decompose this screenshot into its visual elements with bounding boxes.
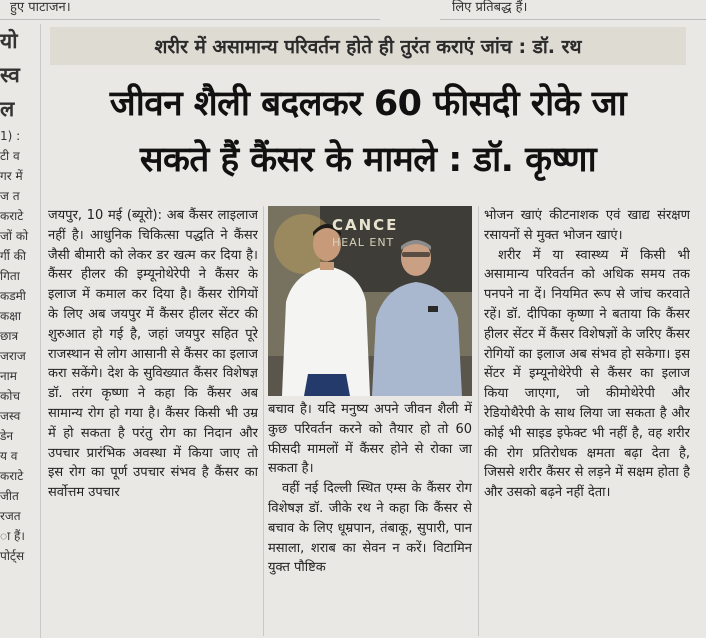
headline-line-1: जीवन शैली बदलकर 60 फीसदी रोके जा (109, 84, 627, 124)
strip-text-line: नाम (0, 369, 17, 383)
strip-text-line: जीत (0, 489, 19, 503)
paragraph: जयपुर, 10 मई (ब्यूरो): अब कैंसर लाइलाज नहीं है। आधुनिक चिकित्सा पद्धति ने कैंसर जैसी बीमारी को लेकर डर खत्म कर दिया है। कैंसर हीलर की इम्यूनोथेरेपी ने कैंसर के इलाज में कमाल कर दिया है। कैंसर रोगियों के लिए अब जयपुर में कैंसर हीलर सेंटर की शुरुआत हो गई है, जहां जयपुर सहित पूरे राजस्थान से लोग आसानी से कैंसर का इलाज करा सकेंगे। देश के सुविख्यात कैंसर विशेषज्ञ डॉ. तरंग कृष्णा ने कहा कि कैंसर अब सामान्य रोग हो गया है। कैंसर किसी भी उम्र में हो सकता है परंतु रोग का निदान और उपचार प्रारंभिक अवस्था में किया जाए तो इस रोग का पूर्ण उपचार संभव है कैंसर का सर्वोत्तम उपचार (48, 208, 258, 501)
strip-heading-line: यो (0, 29, 18, 53)
headline-line-2: सकते हैं कैंसर के मामले : डॉ. कृष्णा (139, 140, 597, 180)
strip-text-line: जस्व (0, 409, 21, 423)
column-divider (478, 206, 479, 636)
strip-text-line: पोर्ट्स (0, 549, 25, 563)
column-divider (263, 206, 264, 636)
strip-text-line: कडमी (0, 289, 26, 303)
strip-heading-line: स्व (0, 63, 20, 87)
strip-text-line: ज त (0, 189, 20, 203)
strip-text-line: र्गी की (0, 249, 27, 263)
banner-text: HEAL ENT (332, 236, 395, 249)
strip-text-line: कराटे (0, 469, 24, 483)
adjacent-article-strip (0, 24, 34, 638)
strip-text-line: जों को (0, 229, 29, 243)
strip-text-line: छात्र (0, 329, 19, 343)
banner-text: CANCE (332, 216, 399, 234)
paragraph: शरीर में या स्वास्थ्य में किसी भी असामान्य परिवर्तन को अधिक समय तक पनपने ना दें। नियमित रूप से जांच करवाते रहें। डॉ. दीपिका कृष्णा ने बताया कि कैंसर हीलर सेंटर में कैंसर विशेषज्ञों के जरिए कैंसर रोगियों का इलाज अब संभव हो सकेगा। इस सेंटर में इम्यूनोथेरेपी से कैंसर का इलाज किया जाएगा, जो कीमोथेरेपी और रेडियोथैरेपी के साथ लिया जा सकता है और कोई भी साइड इफेक्ट भी नहीं है, वह शरीर की रोग प्रतिरोधक क्षमता बढ़ा देता है, जिससे शरीर कैंसर से लड़ने में सक्षम होता है और उसको बढ़ने नहीं देता। (484, 247, 690, 501)
article-column-2 (268, 400, 472, 638)
article-column-1 (48, 206, 258, 636)
strip-heading-line: ल (0, 97, 15, 121)
strip-text-line: कराटे (0, 209, 24, 223)
strip-text-line: ा हैं। (0, 529, 25, 543)
article-photo (268, 206, 472, 396)
strip-text-line: य व (0, 449, 18, 463)
strip-text-line: कोच (0, 389, 20, 403)
strip-text-line: गिता (0, 269, 20, 283)
photo-illustration (268, 206, 472, 396)
strip-text-line: 1) : (0, 129, 21, 143)
strip-text-line: टी व (0, 149, 20, 163)
top-rule-left (0, 19, 380, 20)
article-column-3 (484, 206, 690, 636)
strip-text-line: गर में (0, 169, 23, 183)
strip-text-line: डेन (0, 429, 14, 443)
main-headline (44, 76, 692, 188)
paragraph: भोजन खाएं कीटनाशक एवं खाद्य संरक्षण रसायनों से मुक्त भोजन खाएं। (484, 208, 690, 243)
top-fragment-left: हुए पाटाजन। (10, 0, 71, 15)
paragraph: बचाव है। यदि मनुष्य अपने जीवन शैली में कुछ परिवर्तन करने को तैयार हो तो 60 फीसदी मामलों में कैंसर होने से रोका जा सकता है। (268, 402, 472, 477)
top-fragment-right: लिए प्रतिबद्ध हैं। (452, 0, 528, 15)
strip-text-line: जराज (0, 349, 26, 363)
kicker-headline: शरीर में असामान्य परिवर्तन होते ही तुरंत कराएं जांच : डॉ. रथ (50, 27, 686, 65)
column-divider (40, 24, 41, 638)
strip-text-line: कक्षा (0, 309, 21, 323)
paragraph: वहीं नई दिल्ली स्थित एम्स के कैंसर रोग विशेषज्ञ डॉ. जीके रथ ने कहा कि कैंसर से बचाव के लिए धूम्रपान, तंबाकू, सुपारी, पान मसाला, शराब का सेवन न करें। विटामिन युक्त पौष्टिक (268, 481, 472, 576)
top-rule-right (440, 19, 706, 20)
strip-text-line: रजत (0, 509, 21, 523)
